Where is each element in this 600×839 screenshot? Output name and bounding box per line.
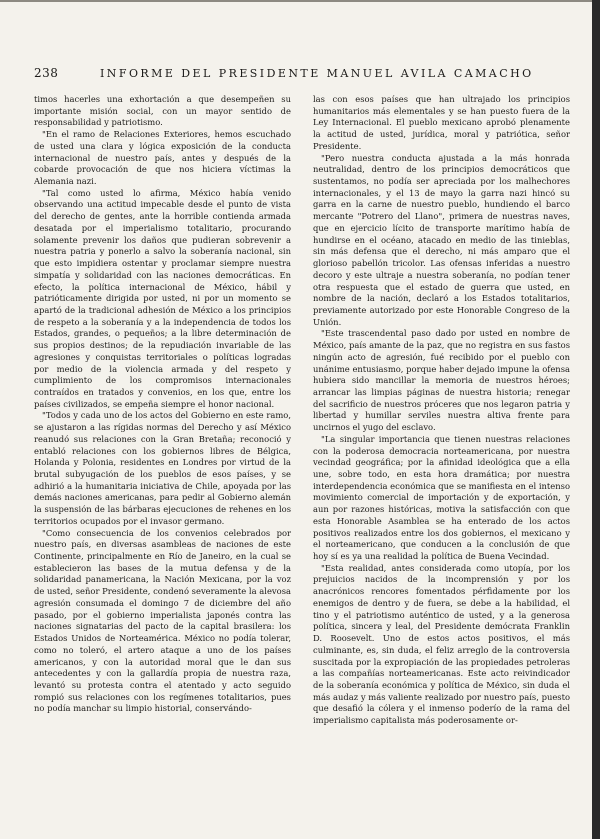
top-edge-line bbox=[0, 0, 592, 2]
page-number: 238 bbox=[34, 66, 59, 80]
paragraph: "Este trascendental paso dado por usted en nombre de México, país amante de la paz, que no registra en sus fastos ningún acto de agresión, fué recibido por el pueblo con unánime entusiasmo, porque haber dejado impune la ofensa hubiera sido mancillar la memoria de nuestros héroes; arrancar las limpias páginas de nuestra historia; renegar del sacrificio de nuestros próceres que nos legaron patria y libertad y humillar serviles nuestra altiva frente para uncirnos el yugo del esclavo. bbox=[313, 328, 570, 433]
paragraph: "Esta realidad, antes considerada como utopía, por los prejuicios nacidos de la incomprensión y por los anacrónicos rencores fomentados pérfidamente por los enemigos de dentro y de fuera, se debe a la habilidad, el tino y el patriotismo auténtico de usted, y a la generosa política, sincera y leal, del Presidente demócrata Franklin D. Roosevelt. Uno de estos actos positivos, el más culminante, es, sin duda, el feliz arreglo de la controversia suscitada por la expropiación de las propiedades petroleras a las compañías norteamericanas. Este acto reivindicador de la soberanía económica y política de México, sin duda el más audaz y más valiente realizado por nuestro país, puesto que desafió la cólera y el inmenso poderío de la rama del imperialismo capitalista más poderosamente or- bbox=[313, 562, 570, 726]
paragraph: "Tal como usted lo afirma, México había venido observando una actitud impecable desde el punto de vista del derecho de gentes, ante la horrible contienda armada desatada por el imperialismo totalitario, procurando solamente prevenir los daños que pudieran sobrevenir a nuestra patria y ponerlo a salvo la soberanía nacional, sin que esto impidiera ostentar y proclamar siempre nuestra simpatía y solidaridad con las naciones democráticas. En efecto, la política internacional de México, hábil y patrióticamente dirigida por usted, ni por un momento se apartó de la tradicional adhesión de México a los principios de respeto a la soberanía y a la independencia de todos los Estados, grandes, o pequeños; a la libre determinación de sus propios destinos; de la repudiación invariable de las agresiones y conquistas territoriales o políticas logradas por medio de la violencia armada y del respeto y cumplimiento de los compromisos internacionales contraídos en tratados y convenios, en los que, entre los países civilizados, se empeña siempre el honor nacional. bbox=[34, 187, 291, 409]
left-column bbox=[34, 94, 291, 824]
right-column bbox=[313, 94, 570, 824]
page-header bbox=[34, 66, 570, 84]
paragraph: las con esos países que han ultrajado los principios humanitarios más elementales y se han puesto fuera de la Ley Internacional. El pueblo mexicano aprobó plenamente la actitud de usted, jurídica, moral y patriótica, señor Presidente. bbox=[313, 94, 570, 151]
paragraph: "Pero nuestra conducta ajustada a la más honrada neutralidad, dentro de los principios democráticos que sustentamos, no podía ser apreciada por los malhechores internacionales, y el 13 de mayo la garra nazi hincó su garra en la carne de nuestro pueblo, hundiendo el barco mercante "Potrero del Llano", primera de nuestras naves, que en ejercicio lícito de transporte marítimo había de hundirse en el océano, atacado en medio de las tinieblas, sin más defensa que el derecho, ni más amparo que el glorioso pabellón tricolor. Las ofensas inferidas a nuestro decoro y este ultraje a nuestra soberanía, no podían tener otra respuesta que el estado de guerra que usted, en nombre de la nación, declaró a los Estados totalitarios, previamente autorizado por este Honorable Congreso de la Unión. bbox=[313, 152, 570, 327]
paragraph: timos hacerles una exhortación a que desempeñen su importante misión social, con un mayor sentido de responsabilidad y patriotismo. bbox=[34, 94, 291, 128]
paragraph: "En el ramo de Relaciones Exteriores, hemos escuchado de usted una clara y lógica exposición de la conducta internacional de nuestro país, antes y después de la cobarde provocación de que nos hiciera víctimas la Alemania nazi. bbox=[34, 129, 291, 187]
running-title: INFORME DEL PRESIDENTE MANUEL AVILA CAMACHO bbox=[100, 67, 534, 80]
paragraph: "La singular importancia que tienen nuestras relaciones con la poderosa democracia norteamericana, por nuestra vecindad geográfica; por la afinidad ideológica que a ella une, sobre todo, en esta hora dramática; por nuestra interdependencia económica que se manifiesta en el intenso movimiento comercial de importación y de exportación, y aun por razones históricas, motiva la satisfacción con que esta Honorable Asamblea se ha enterado de los actos positivos realizados entre los dos gobiernos, el mexicano y el norteamericano, que conducen a la conclusión de que hoy sí es ya una realidad la política de Buena Vecindad. bbox=[313, 433, 570, 562]
scan-edge-bar bbox=[592, 0, 600, 839]
paragraph: "Como consecuencia de los convenios celebrados por nuestro país, en diversas asambleas de naciones de este Continente, principalmente en Río de Janeiro, en la cual se establecieron las bases de la mutua defensa y de la solidaridad panamericana, la Nación Mexicana, por la voz de usted, señor Presidente, condenó severamente la alevosa agresión consumada el domingo 7 de diciembre del año pasado, por el gobierno imperialista japonés contra las naciones signatarias del pacto de la capital brasilera: los Estados Unidos de Norteamérica. México no podía tolerar, como no toleró, el artero ataque a uno de los países americanos, y con la autoridad moral que le dan sus antecedentes y con la gallardía propia de nuestra raza, levantó su protesta contra el atentado y acto seguido rompió sus relaciones con los regímenes totalitarios, pues no podía manchar su limpio historial, conservándo- bbox=[34, 527, 291, 714]
paragraph: "Todos y cada uno de los actos del Gobierno en este ramo, se ajustaron a las rígidas normas del Derecho y así México reanudó sus relaciones con la Gran Bretaña; reconoció y entabló relaciones con los gobiernos libres de Bélgica, Holanda y Polonia, residentes en Londres por virtud de la brutal subyugación de los pueblos de esos países, y se adhirió a la humanitaria iniciativa de Chile, apoyada por las demás naciones americanas, para pedir al Gobierno alemán la suspensión de las bárbaras ejecuciones de rehenes en los territorios ocupados por el invasor germano. bbox=[34, 410, 291, 526]
